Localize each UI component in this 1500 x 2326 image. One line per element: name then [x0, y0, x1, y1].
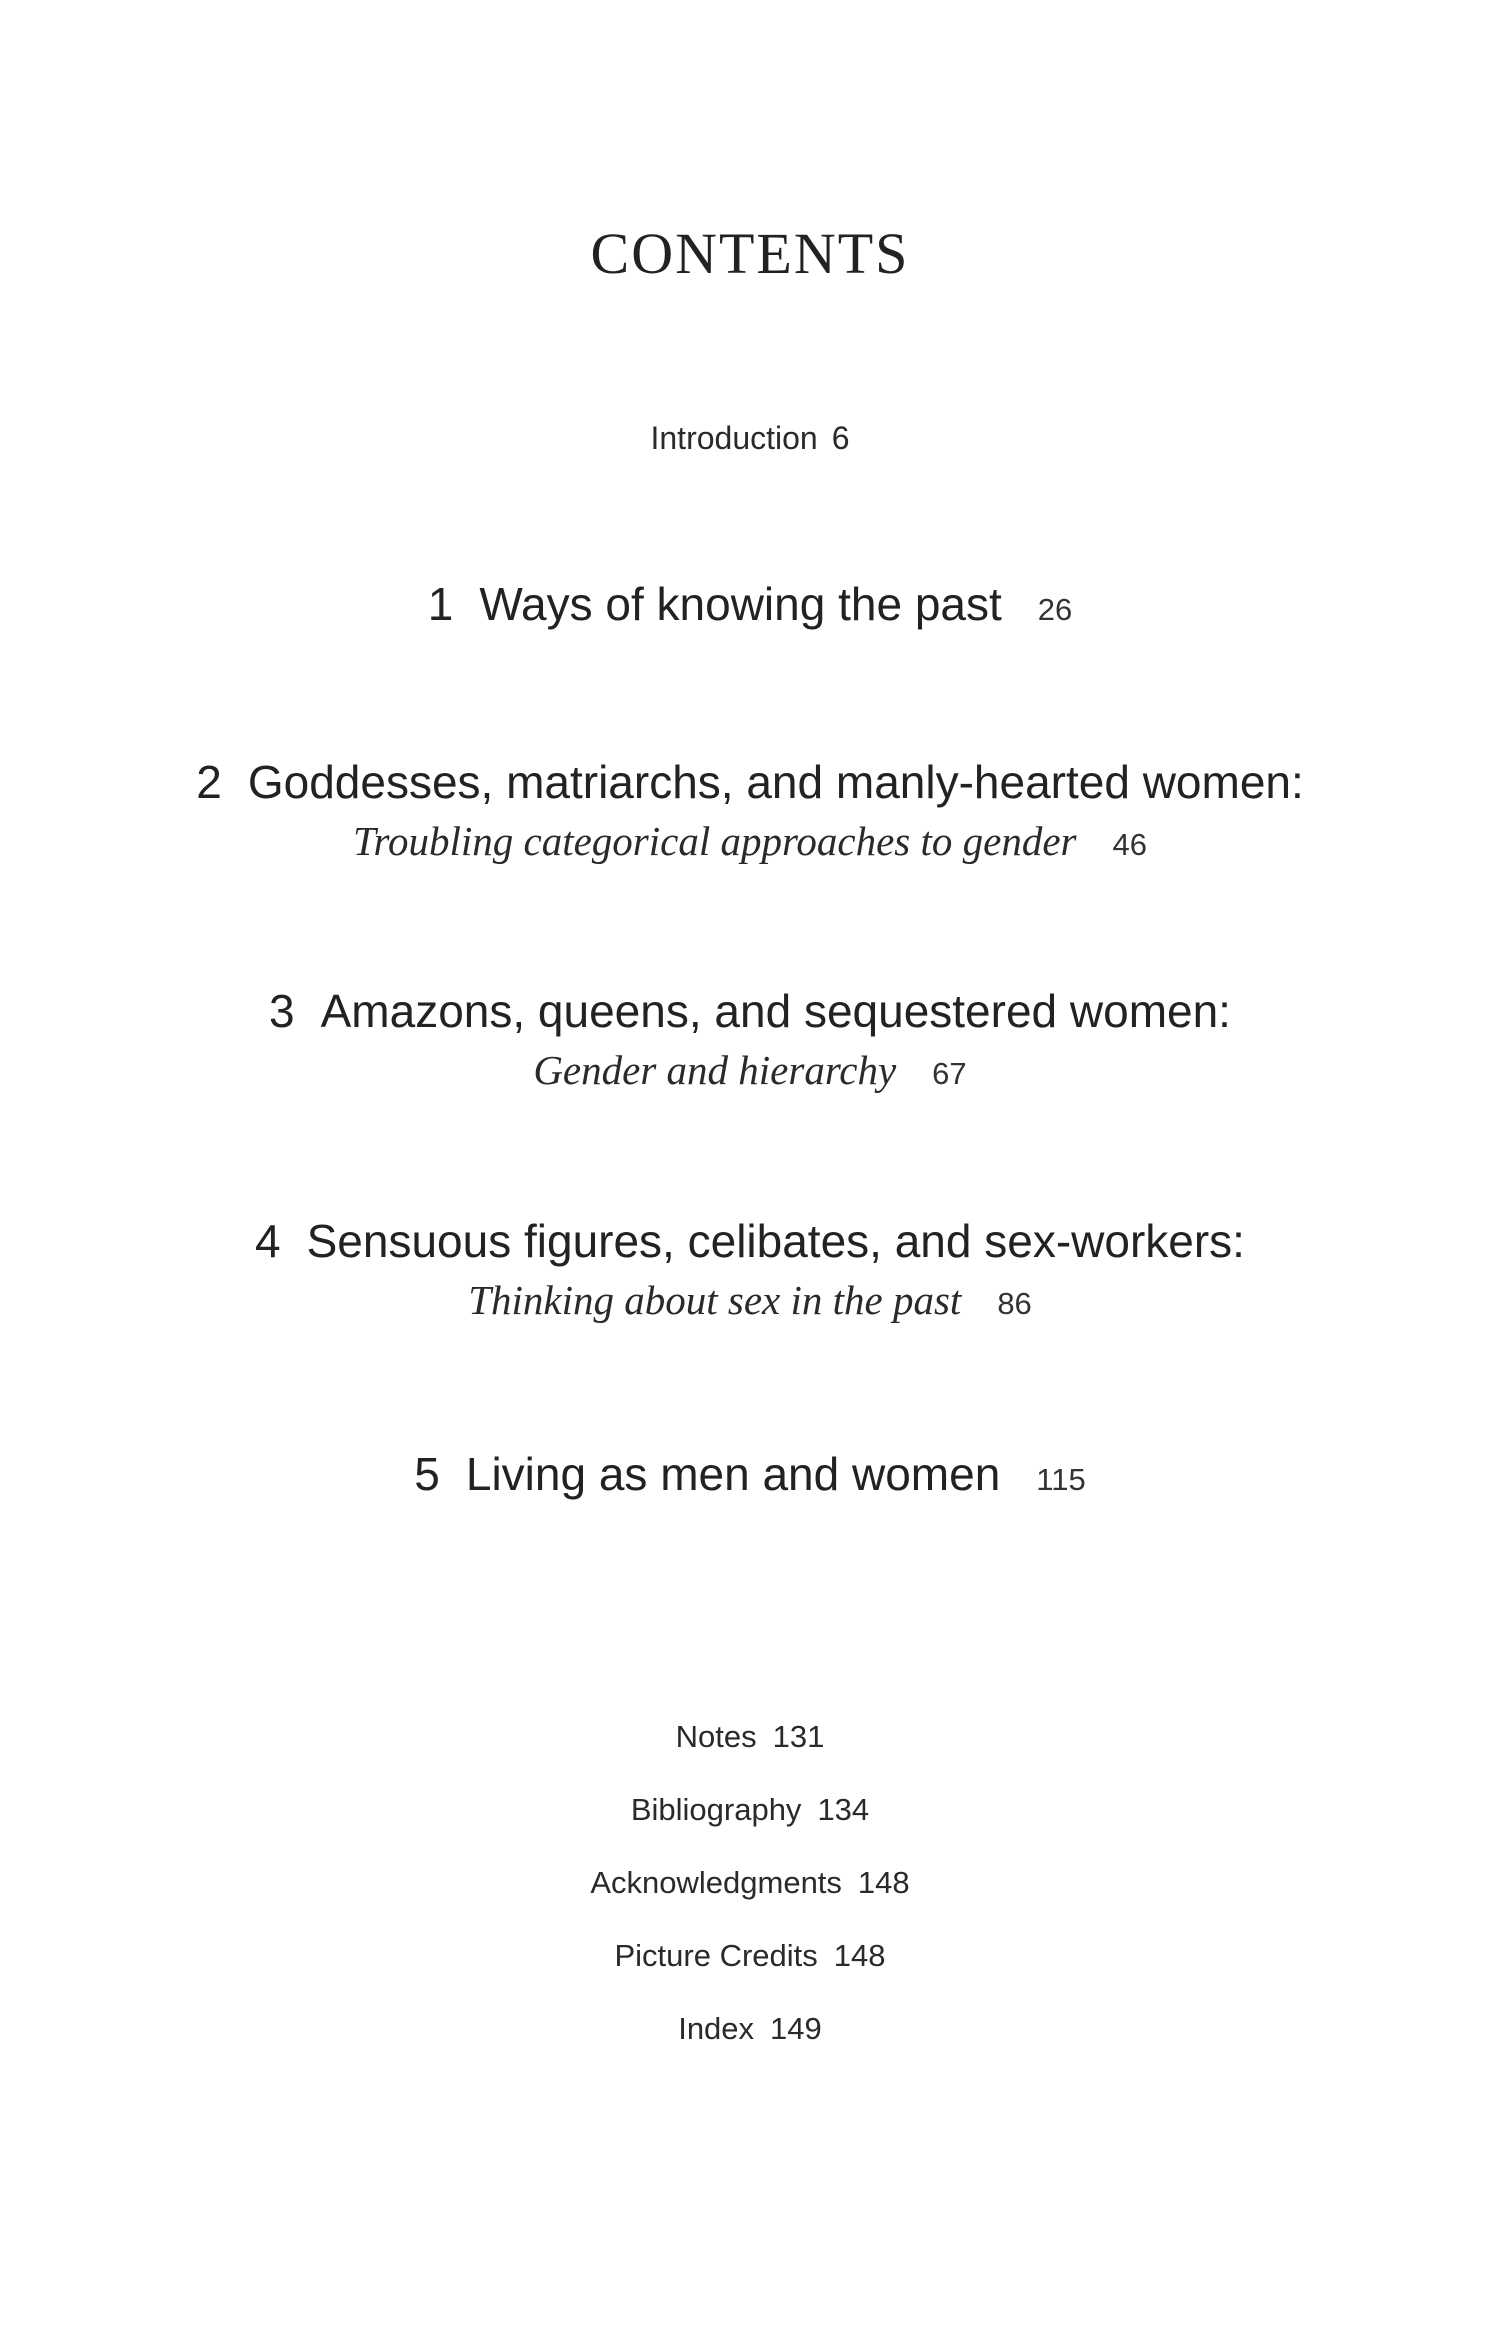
entry-label: Acknowledgments [590, 1865, 842, 1900]
entry-page-number: 6 [831, 420, 850, 456]
chapter-number: 4 [255, 1215, 281, 1267]
toc-chapter-3[interactable] [0, 985, 1500, 1094]
entry-page-number: 148 [833, 1938, 886, 1973]
toc-chapter-5[interactable] [0, 1448, 1500, 1501]
chapter-page-number: 46 [1112, 826, 1147, 862]
chapter-subtitle: Thinking about sex in the past [468, 1276, 962, 1323]
chapter-title: Goddesses, matriarchs, and manly-hearted women: [247, 756, 1304, 808]
toc-chapter-2[interactable] [0, 756, 1500, 865]
entry-page-number: 134 [817, 1792, 870, 1827]
chapter-number: 3 [269, 985, 295, 1037]
entry-label: Introduction [650, 420, 818, 456]
toc-chapter-4[interactable] [0, 1215, 1500, 1324]
chapter-number: 1 [427, 578, 454, 630]
toc-chapter-1[interactable] [0, 578, 1500, 631]
chapter-page-number: 67 [932, 1055, 967, 1091]
chapter-title: Sensuous figures, celibates, and sex-workers: [306, 1215, 1245, 1267]
chapter-title: Amazons, queens, and sequestered women: [320, 985, 1231, 1037]
toc-entry-notes[interactable] [0, 1700, 1500, 1773]
back-matter-list [0, 1700, 1500, 2065]
chapter-number: 5 [414, 1448, 440, 1500]
chapter-title: Living as men and women [465, 1448, 1001, 1500]
toc-entry-picture-credits[interactable] [0, 1919, 1500, 1992]
chapter-page-number: 26 [1037, 592, 1073, 627]
toc-entry-introduction[interactable] [0, 420, 1500, 457]
toc-entry-acknowledgments[interactable] [0, 1846, 1500, 1919]
entry-label: Picture Credits [614, 1938, 818, 1973]
chapter-page-number: 86 [997, 1285, 1032, 1321]
entry-page-number: 149 [770, 2011, 822, 2046]
chapter-title: Ways of knowing the past [479, 578, 1002, 630]
entry-page-number: 131 [772, 1719, 825, 1754]
entry-page-number: 148 [857, 1865, 910, 1900]
entry-label: Notes [675, 1719, 757, 1754]
chapter-page-number: 115 [1036, 1462, 1086, 1497]
entry-label: Index [678, 2011, 755, 2046]
toc-entry-bibliography[interactable] [0, 1773, 1500, 1846]
chapter-number: 2 [196, 756, 222, 808]
chapter-subtitle: Gender and hierarchy [533, 1046, 897, 1093]
page-title: CONTENTS [590, 221, 910, 286]
chapter-subtitle: Troubling categorical approaches to gender [353, 817, 1077, 864]
toc-entry-index[interactable] [0, 1992, 1500, 2065]
entry-label: Bibliography [630, 1792, 802, 1827]
